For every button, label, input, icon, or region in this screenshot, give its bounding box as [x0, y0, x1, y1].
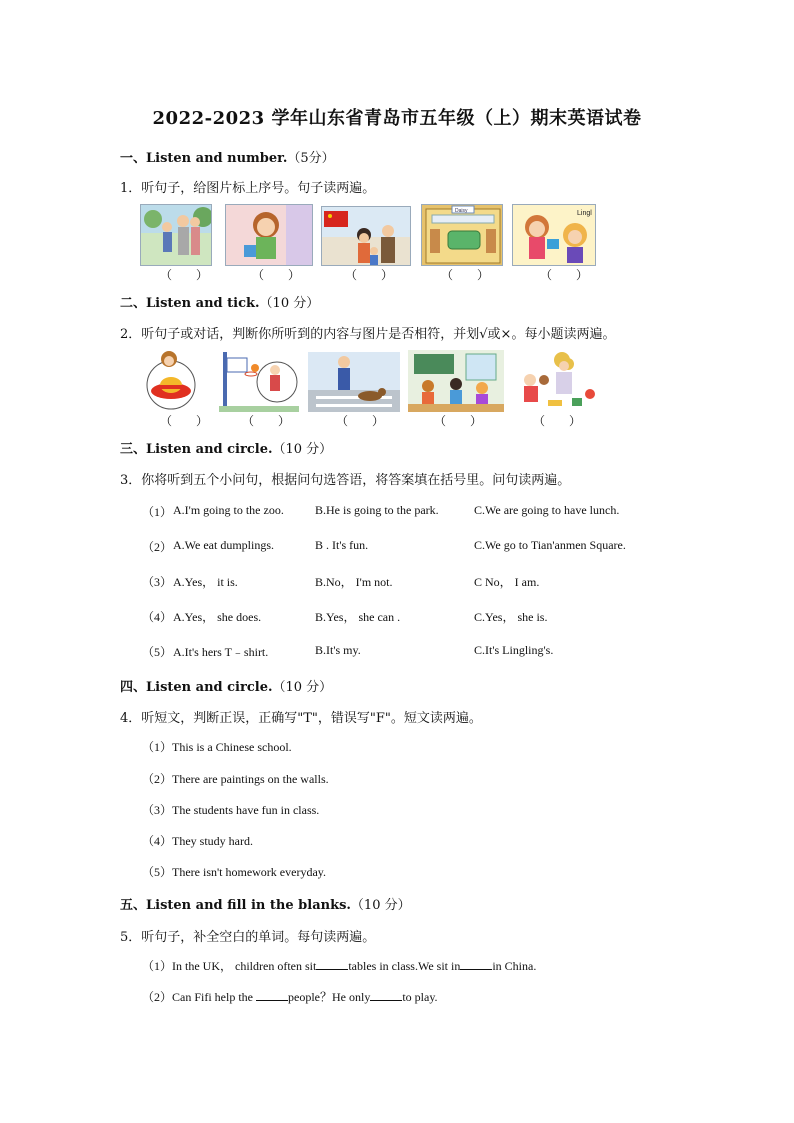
section-points: （10 分）: [259, 296, 320, 311]
item-number: （5）: [142, 645, 173, 659]
answer-paren: （ ）: [160, 414, 209, 428]
question-5-instruction: 5．听句子，补全空白的单词。每句读两遍。: [120, 930, 376, 945]
sentence-part: tables in class.We sit in: [348, 959, 461, 973]
option-a: A.Yes， it is.: [173, 575, 238, 589]
sentence-part: In the UK， children often sit: [172, 959, 317, 973]
blank-field[interactable]: [256, 990, 288, 1001]
answer-paren: （ ）: [336, 414, 385, 428]
list-item: （5）There isn't homework everyday.: [142, 865, 326, 879]
picture-school-map: [421, 204, 503, 266]
picture-family-park: [140, 204, 212, 266]
section-heading: [120, 147, 335, 166]
page-title: 2022-2023 学年山东省青岛市五年级（上）期末英语试卷: [152, 108, 642, 129]
section-title: 二、Listen and tick.: [120, 296, 260, 311]
blank-field[interactable]: [316, 959, 348, 970]
section-points: （5分）: [287, 151, 335, 166]
blank-field[interactable]: [370, 990, 402, 1001]
option-c: C.It's Lingling's.: [474, 643, 554, 657]
question-2-instruction: 2．听句子或对话，判断你所听到的内容与图片是否相符，并划√或×。每小题读两遍。: [120, 327, 616, 342]
picture-dog-walk: [308, 352, 400, 412]
picture-girl-shopping: [225, 204, 313, 266]
answer-paren: （ ）: [540, 268, 589, 282]
picture-lingling-gift: [512, 204, 596, 266]
sentence-part: Can Fifi help the: [172, 990, 257, 1004]
answer-paren: （ ）: [242, 414, 291, 428]
item-number: （2）: [142, 540, 173, 554]
section-points: （10 分）: [272, 680, 333, 695]
option-a: A.Yes， she does.: [173, 610, 262, 624]
list-item: （1）This is a Chinese school.: [142, 740, 292, 754]
school-sign-text: Daisy: [455, 208, 468, 214]
section-heading: [120, 676, 332, 695]
option-b: B . It's fun.: [315, 538, 369, 552]
section-title: 五、Listen and fill in the blanks.: [120, 898, 351, 913]
answer-paren: （ ）: [533, 414, 582, 428]
blank-field[interactable]: [460, 959, 492, 970]
picture-toys: [512, 350, 596, 412]
item-number: （2）: [142, 990, 173, 1004]
option-b: B.Yes， she can .: [315, 610, 401, 624]
question-4-instruction: 4．听短文，判断正误，正确写"T"，错误写"F"。短文读两遍。: [120, 711, 482, 726]
answer-paren: （ ）: [160, 268, 209, 282]
answer-paren: （ ）: [434, 414, 483, 428]
option-b: B.He is going to the park.: [315, 503, 439, 517]
picture-hat: [140, 349, 202, 411]
lingling-sign-text: Lingl: [577, 210, 592, 217]
option-c: C.Yes， she is.: [474, 610, 548, 624]
option-c: C No， I am.: [474, 575, 540, 589]
option-a: A.It's hers T﹣shirt.: [173, 645, 269, 659]
item-number: （3）: [142, 575, 173, 589]
fill-sentence: [142, 957, 536, 974]
item-number: （4）: [142, 610, 173, 624]
section-title: 一、Listen and number.: [120, 151, 288, 166]
sentence-part: people？He only: [288, 990, 371, 1004]
section-points: （10 分）: [272, 442, 333, 457]
fill-sentence: [142, 988, 438, 1005]
section-heading: [120, 894, 411, 913]
list-item: （3）The students have fun in class.: [142, 803, 320, 817]
sentence-part: in China.: [492, 959, 537, 973]
question-1-instruction: 1．听句子，给图片标上序号。句子读两遍。: [120, 181, 376, 196]
option-a: A.We eat dumplings.: [173, 538, 275, 552]
picture-basketball: [219, 350, 299, 412]
picture-classroom: [408, 350, 504, 412]
question-3-instruction: 3．你将听到五个小问句，根据问句选答语，将答案填在括号里。问句读两遍。: [120, 473, 571, 488]
section-points: （10 分）: [350, 898, 411, 913]
section-title: 四、Listen and circle.: [120, 680, 273, 695]
option-c: C.We are going to have lunch.: [474, 503, 620, 517]
option-c: C.We go to Tian'anmen Square.: [474, 538, 626, 552]
option-b: B.No， I'm not.: [315, 575, 393, 589]
section-title: 三、Listen and circle.: [120, 442, 273, 457]
item-number: （1）: [142, 959, 173, 973]
picture-flag-family: [321, 206, 411, 266]
list-item: （4）They study hard.: [142, 834, 253, 848]
answer-paren: （ ）: [441, 268, 490, 282]
option-b: B.It's my.: [315, 643, 361, 657]
item-number: （1）: [142, 505, 173, 519]
answer-paren: （ ）: [252, 268, 301, 282]
section-heading: [120, 292, 319, 311]
answer-paren: （ ）: [345, 268, 394, 282]
option-a: A.I'm going to the zoo.: [173, 503, 284, 517]
list-item: （2）There are paintings on the walls.: [142, 772, 329, 786]
section-heading: [120, 438, 332, 457]
sentence-part: to play.: [402, 990, 438, 1004]
